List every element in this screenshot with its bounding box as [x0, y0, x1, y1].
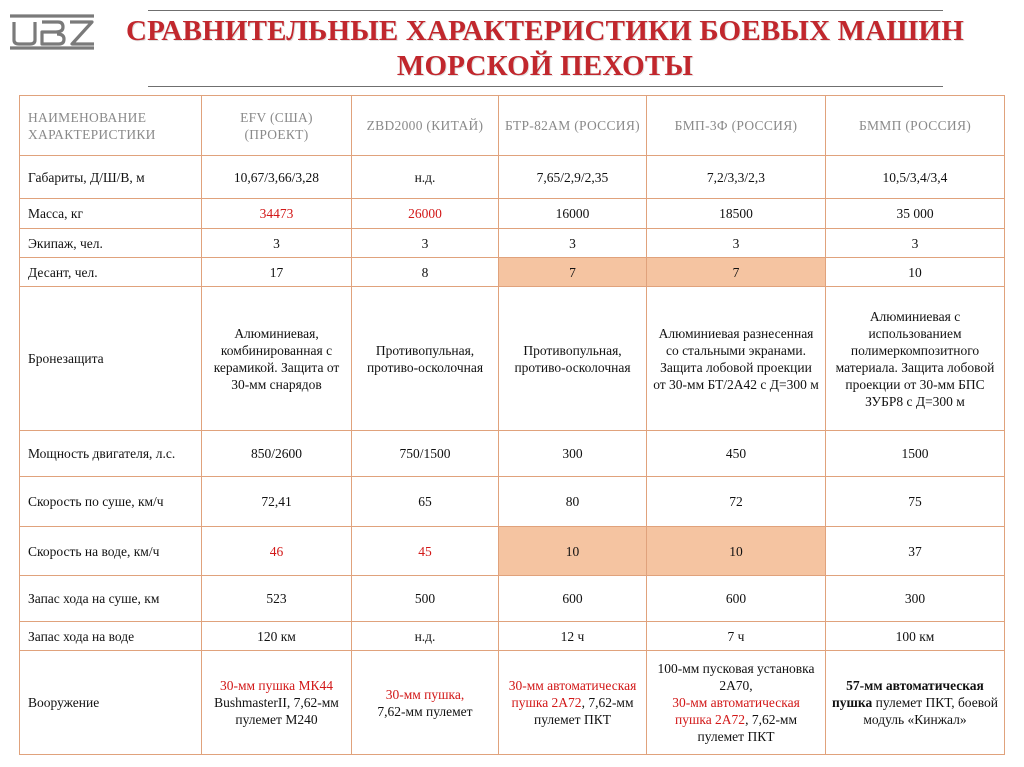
- comparison-table: [19, 95, 1005, 755]
- cell-bmp: 3: [647, 229, 826, 258]
- cell-btr: 7: [499, 258, 647, 287]
- cell-zbd: 8: [352, 258, 499, 287]
- weapon-highlight: 57-мм автоматическая пушка: [832, 678, 984, 710]
- cell-bmp: 7,2/3,3/2,3: [647, 156, 826, 199]
- cell-bmmp: 37: [826, 527, 1005, 576]
- cell-bmp: 450: [647, 431, 826, 477]
- cell-efv: 17: [202, 258, 352, 287]
- page-title: [120, 14, 970, 84]
- table-row: [20, 199, 1005, 229]
- cell-efv: 72,41: [202, 477, 352, 527]
- header-btr82am: БТР-82АМ (РОССИЯ): [499, 96, 647, 156]
- row-label: Мощность двигателя, л.с.: [20, 431, 202, 477]
- table-row: [20, 622, 1005, 651]
- cell-zbd: [352, 651, 499, 755]
- title-rule-bottom: [148, 86, 943, 87]
- row-label: Габариты, Д/Ш/В, м: [20, 156, 202, 199]
- page-title-line2: МОРСКОЙ ПЕХОТЫ: [396, 50, 694, 82]
- table-row: [20, 527, 1005, 576]
- cell-zbd: н.д.: [352, 156, 499, 199]
- cell-btr: 3: [499, 229, 647, 258]
- header-efv: EFV (США) (ПРОЕКТ): [202, 96, 352, 156]
- cell-bmmp: 35 000: [826, 199, 1005, 229]
- cell-bmp: 10: [647, 527, 826, 576]
- cell-efv: 523: [202, 576, 352, 622]
- table-row: [20, 156, 1005, 199]
- cell-bmp: [647, 651, 826, 755]
- cell-btr: 12 ч: [499, 622, 647, 651]
- cell-zbd: Противопульная, противо-осколочная: [352, 287, 499, 431]
- cell-bmp: 7 ч: [647, 622, 826, 651]
- cell-efv: 120 км: [202, 622, 352, 651]
- table-row: [20, 651, 1005, 755]
- table-row: [20, 258, 1005, 287]
- cell-efv: 46: [202, 527, 352, 576]
- header-bmmp: БММП (РОССИЯ): [826, 96, 1005, 156]
- cell-btr: [499, 651, 647, 755]
- weapon-text: BushmasterII, 7,62-мм пулемет М240: [214, 695, 339, 727]
- row-label: Вооружение: [20, 651, 202, 755]
- row-label: Бронезащита: [20, 287, 202, 431]
- weapon-highlight: 30-мм пушка МК44: [219, 678, 334, 693]
- page-title-line1: СРАВНИТЕЛЬНЫЕ ХАРАКТЕРИСТИКИ БОЕВЫХ МАШИН: [126, 15, 964, 47]
- row-label: Запас хода на воде: [20, 622, 202, 651]
- row-label: Запас хода на суше, км: [20, 576, 202, 622]
- cell-bmmp: Алюминиевая с использованием полимеркомпозитного материала. Защита лобовой проекции от 30-мм БПС ЗУБР8 с Д=300 м: [826, 287, 1005, 431]
- cell-bmp: 72: [647, 477, 826, 527]
- uvz-logo-icon: [6, 10, 98, 54]
- cell-efv: 34473: [202, 199, 352, 229]
- header-zbd2000: ZBD2000 (КИТАЙ): [352, 96, 499, 156]
- weapon-highlight: 30-мм автоматическая пушка 2А72: [672, 695, 800, 727]
- header-bmp3f: БМП-3Ф (РОССИЯ): [647, 96, 826, 156]
- weapon-text: , 7,62-мм пулемет ПКТ: [697, 712, 798, 744]
- cell-btr: 300: [499, 431, 647, 477]
- cell-bmp: 18500: [647, 199, 826, 229]
- cell-bmmp: 1500: [826, 431, 1005, 477]
- cell-bmmp: 100 км: [826, 622, 1005, 651]
- cell-btr: 16000: [499, 199, 647, 229]
- cell-bmmp: 75: [826, 477, 1005, 527]
- cell-btr: 600: [499, 576, 647, 622]
- cell-bmmp: 300: [826, 576, 1005, 622]
- cell-zbd: н.д.: [352, 622, 499, 651]
- weapon-text: 7,62-мм пулемет: [377, 703, 473, 719]
- table-row: [20, 431, 1005, 477]
- cell-zbd: 65: [352, 477, 499, 527]
- weapon-highlight: 30-мм автоматическая пушка 2А72: [508, 678, 637, 710]
- cell-bmmp: 3: [826, 229, 1005, 258]
- table-row: [20, 576, 1005, 622]
- weapon-text: , 7,62-мм пулемет ПКТ: [534, 695, 634, 727]
- row-label: Экипаж, чел.: [20, 229, 202, 258]
- cell-efv: 10,67/3,66/3,28: [202, 156, 352, 199]
- cell-zbd: 750/1500: [352, 431, 499, 477]
- cell-efv: Алюминиевая, комбинированная с керамикой. Защита от 30-мм снарядов: [202, 287, 352, 431]
- header-label: НАИМЕНОВАНИЕ ХАРАКТЕРИСТИКИ: [20, 96, 202, 156]
- table-row: [20, 229, 1005, 258]
- cell-bmp: 7: [647, 258, 826, 287]
- table-row: [20, 287, 1005, 431]
- weapon-highlight: 30-мм пушка,: [385, 686, 465, 702]
- cell-zbd: 26000: [352, 199, 499, 229]
- cell-btr: 7,65/2,9/2,35: [499, 156, 647, 199]
- cell-bmmp: 10: [826, 258, 1005, 287]
- row-label: Десант, чел.: [20, 258, 202, 287]
- row-label: Масса, кг: [20, 199, 202, 229]
- cell-zbd: 500: [352, 576, 499, 622]
- cell-btr: 80: [499, 477, 647, 527]
- cell-btr: Противопульная, противо-осколочная: [499, 287, 647, 431]
- cell-bmmp: [826, 651, 1005, 755]
- header-row: [20, 96, 1005, 156]
- cell-zbd: 3: [352, 229, 499, 258]
- row-label: Скорость на воде, км/ч: [20, 527, 202, 576]
- weapon-text: 100-мм пусковая установка 2А70,: [657, 661, 815, 693]
- cell-efv: [202, 651, 352, 755]
- cell-efv: 3: [202, 229, 352, 258]
- title-rule-top: [148, 10, 943, 11]
- table-row: [20, 477, 1005, 527]
- cell-bmp: 600: [647, 576, 826, 622]
- cell-bmmp: 10,5/3,4/3,4: [826, 156, 1005, 199]
- cell-zbd: 45: [352, 527, 499, 576]
- weapon-text: пулемет ПКТ, боевой модуль «Кинжал»: [863, 695, 998, 727]
- cell-efv: 850/2600: [202, 431, 352, 477]
- row-label: Скорость по суше, км/ч: [20, 477, 202, 527]
- cell-btr: 10: [499, 527, 647, 576]
- cell-bmp: Алюминиевая разнесенная со стальными экранами. Защита лобовой проекции от 30-мм БТ/2А42 с Д=300 м: [647, 287, 826, 431]
